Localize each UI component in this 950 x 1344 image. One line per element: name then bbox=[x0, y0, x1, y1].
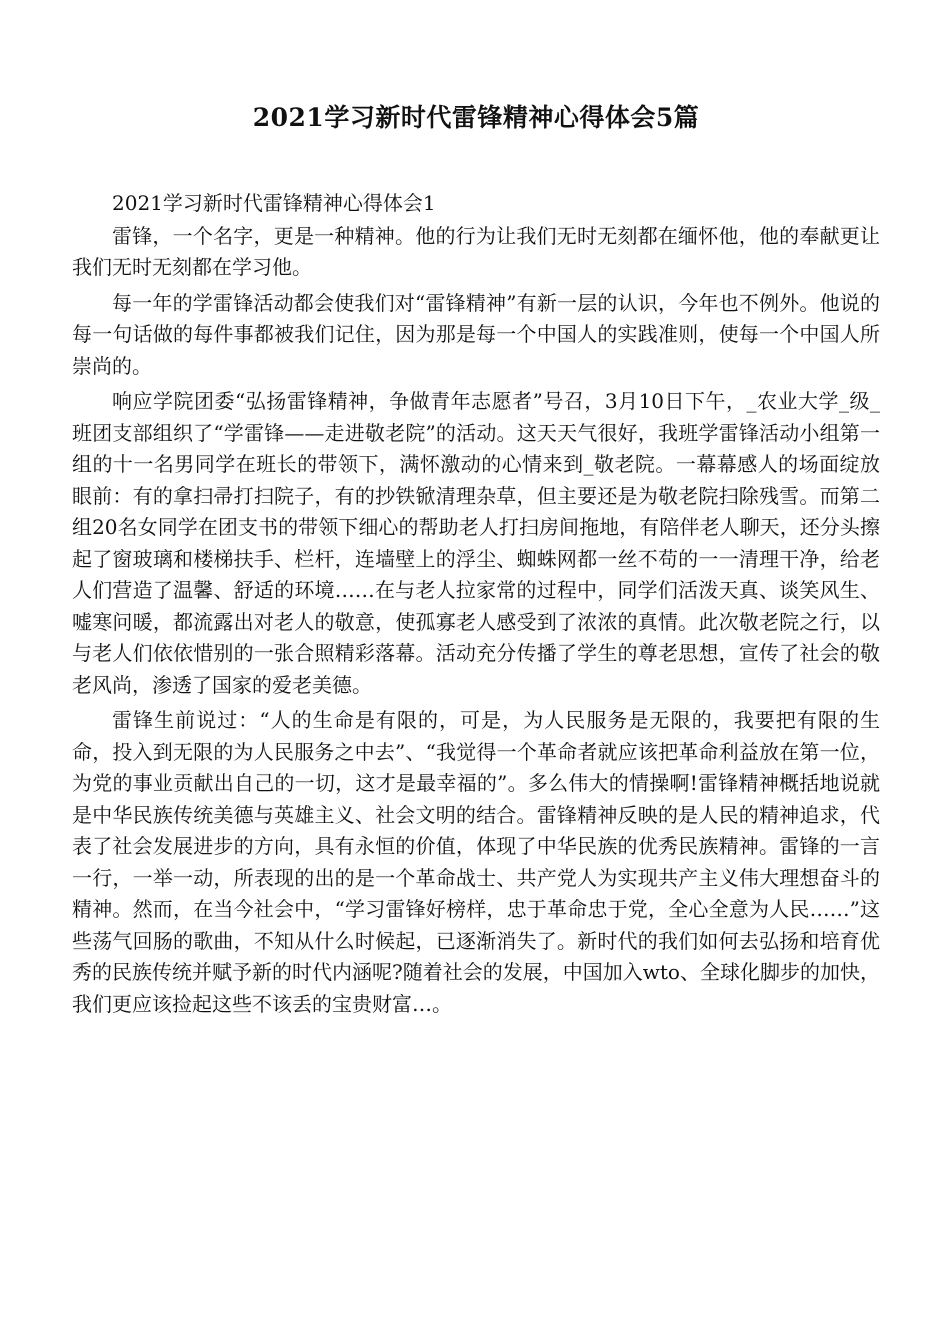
paragraph-2: 每一年的学雷锋活动都会使我们对“雷锋精神”有新一层的认识，今年也不例外。他说的每一句话做的每件事都被我们记住，因为那是每一个中国人的实践准则，使每一个中国人所崇尚的。 bbox=[72, 290, 880, 378]
paragraph-1: 雷锋，一个名字，更是一种精神。他的行为让我们无时无刻都在缅怀他，他的奉献更让我们无时无刻都在学习他。 bbox=[72, 223, 880, 279]
document-page bbox=[72, 98, 880, 1020]
section-heading: 2021学习新时代雷锋精神心得体会1 bbox=[112, 191, 436, 215]
paragraph-3: 响应学院团委“弘扬雷锋精神，争做青年志愿者”号召，3月10日下午，_农业大学_级_班团支部组织了“学雷锋——走进敬老院”的活动。这天天气很好，我班学雷锋活动小组第一组的十一名男同学在班长的带领下，满怀激动的心情来到_敬老院。一幕幕感人的场面绽放眼前：有的拿扫帚打扫院子，有的抄铁锨清理杂草，但主要还是为敬老院扫除残雪。而第二组20名女同学在团支书的带领下细心的帮助老人打扫房间拖地，有陪伴老人聊天，还分头擦起了窗玻璃和楼梯扶手、栏杆，连墙壁上的浮尘、蜘蛛网都一丝不苟的一一清理干净，给老人们营造了温馨、舒适的环境……在与老人拉家常的过程中，同学们活泼天真、谈笑风生、嘘寒问暖，都流露出对老人的敬意，使孤寡老人感受到了浓浓的真情。此次敬老院之行，以与老人们依依惜别的一张合照精彩落幕。活动充分传播了学生的尊老思想，宣传了社会的敬老风尚，渗透了国家的爱老美德。 bbox=[72, 389, 880, 697]
document-title: 2021学习新时代雷锋精神心得体会5篇 bbox=[252, 103, 700, 132]
paragraph-4: 雷锋生前说过：“人的生命是有限的，可是，为人民服务是无限的，我要把有限的生命，投入到无限的为人民服务之中去”、“我觉得一个革命者就应该把革命利益放在第一位，为党的事业贡献出自己的一切，这才是最幸福的”。多么伟大的情操啊!雷锋精神概括地说就是中华民族传统美德与英雄主义、社会文明的结合。雷锋精神反映的是人民的精神追求，代表了社会发展进步的方向，具有永恒的价值，体现了中华民族的优秀民族精神。雷锋的一言一行，一举一动，所表现的出的是一个革命战士、共产党人为实现共产主义伟大理想奋斗的精神。然而，在当今社会中，“学习雷锋好榜样，忠于革命忠于党，全心全意为人民……”这些荡气回肠的歌曲，不知从什么时候起，已逐渐消失了。新时代的我们如何去弘扬和培育优秀的民族传统并赋予新的时代内涵呢?随着社会的发展，中国加入wto、全球化脚步的加快，我们更应该捡起这些不该丢的宝贵财富…。 bbox=[72, 708, 880, 1016]
